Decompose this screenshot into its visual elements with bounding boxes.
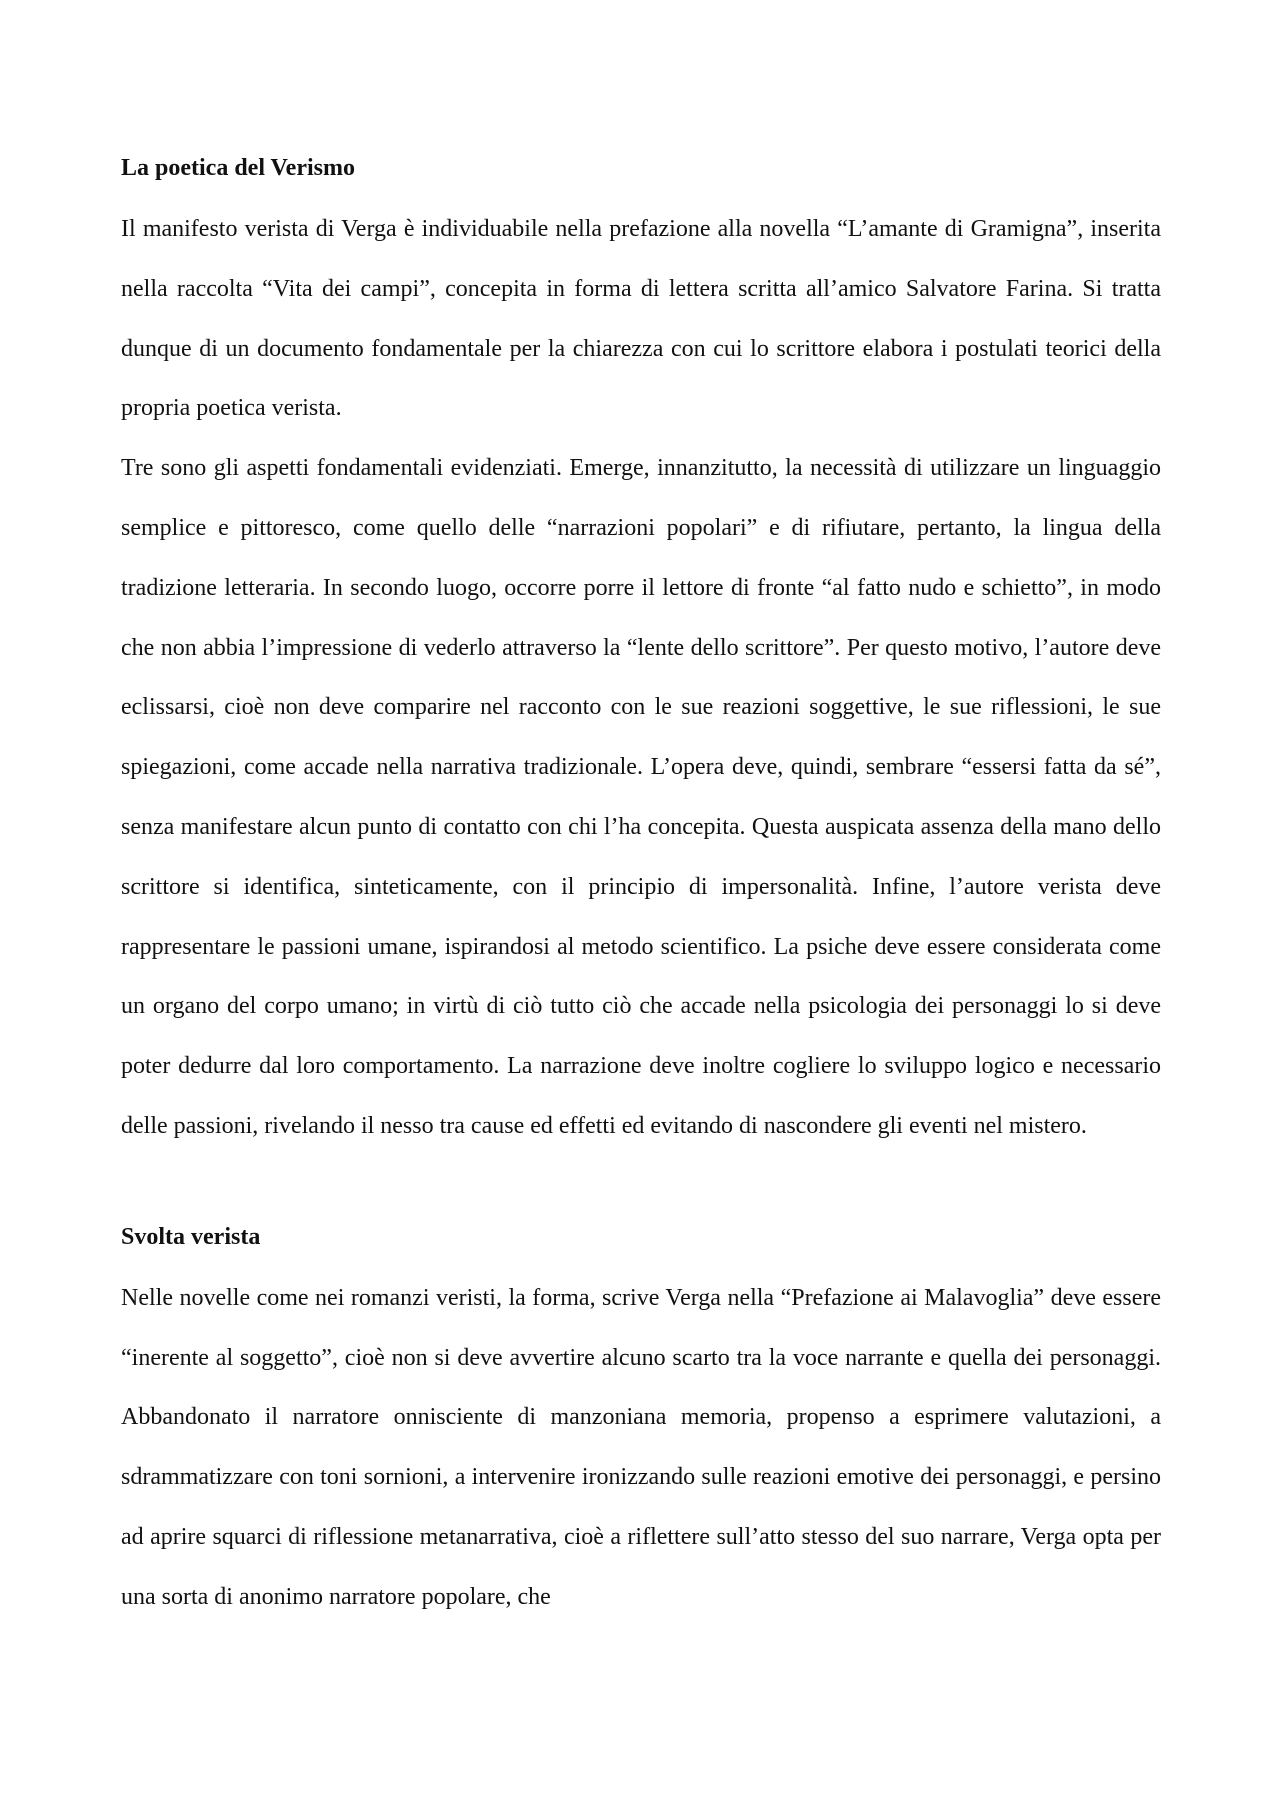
paragraph-aspetti-fondamentali: Tre sono gli aspetti fondamentali evidenziati. Emerge, innanzitutto, la necessità di utilizzare un linguaggio semplice e pittoresco, come quello delle “narrazioni popolari” e di rifiutare, pertanto, la lingua della tradizione letteraria. In secondo luogo, occorre porre il lettore di fronte “al fatto nudo e schietto”, in modo che non abbia l’impressione di vederlo attraverso la “lente dello scrittore”. Per questo motivo, l’autore deve eclissarsi, cioè non deve comparire nel racconto con le sue reazioni soggettive, le sue riflessioni, le sue spiegazioni, come accade nella narrativa tradizionale. L’opera deve, quindi, sembrare “essersi fatta da sé”, senza manifestare alcun punto di contatto con chi l’ha concepita. Questa auspicata assenza della mano dello scrittore si identifica, sinteticamente, con il principio di impersonalità. Infine, l’autore verista deve rappresentare le passioni umane, ispirandosi al metodo scientifico. La psiche deve essere considerata come un organo del corpo umano; in virtù di ciò tutto ciò che accade nella psicologia dei personaggi lo si deve poter dedurre dal loro comportamento. La narrazione deve inoltre cogliere lo sviluppo logico e necessario delle passioni, rivelando il nesso tra cause ed effetti ed evitando di nascondere gli eventi nel mistero.: [121, 455, 1161, 1139]
section-title-svolta-verista: Svolta verista: [121, 1223, 261, 1250]
document-body: [121, 148, 1161, 1628]
section-title-poetica-verismo: La poetica del Verismo: [121, 155, 355, 181]
paragraph-forma-inerente: Nelle novelle come nei romanzi veristi, la forma, scrive Verga nella “Prefazione ai Malavoglia” deve essere “inerente al soggetto”, cioè non si deve avvertire alcuno scarto tra la voce narrante e quella dei personaggi. Abbandonato il narratore onnisciente di manzoniana memoria, propenso a esprimere valutazioni, a sdrammatizzare con toni sornioni, a intervenire ironizzando sulle reazioni emotive dei personaggi, e persino ad aprire squarci di riflessione metanarrativa, cioè a riflettere sull’atto stesso del suo narrare, Verga opta per una sorta di anonimo narratore popolare, che: [121, 1284, 1161, 1610]
paragraph-manifesto-verista: Il manifesto verista di Verga è individuabile nella prefazione alla novella “L’amante di Gramigna”, inserita nella raccolta “Vita dei campi”, concepita in forma di lettera scritta all’amico Salvatore Farina. Si tratta dunque di un documento fondamentale per la chiarezza con cui lo scrittore elabora i postulati teorici della propria poetica verista.: [121, 216, 1161, 422]
